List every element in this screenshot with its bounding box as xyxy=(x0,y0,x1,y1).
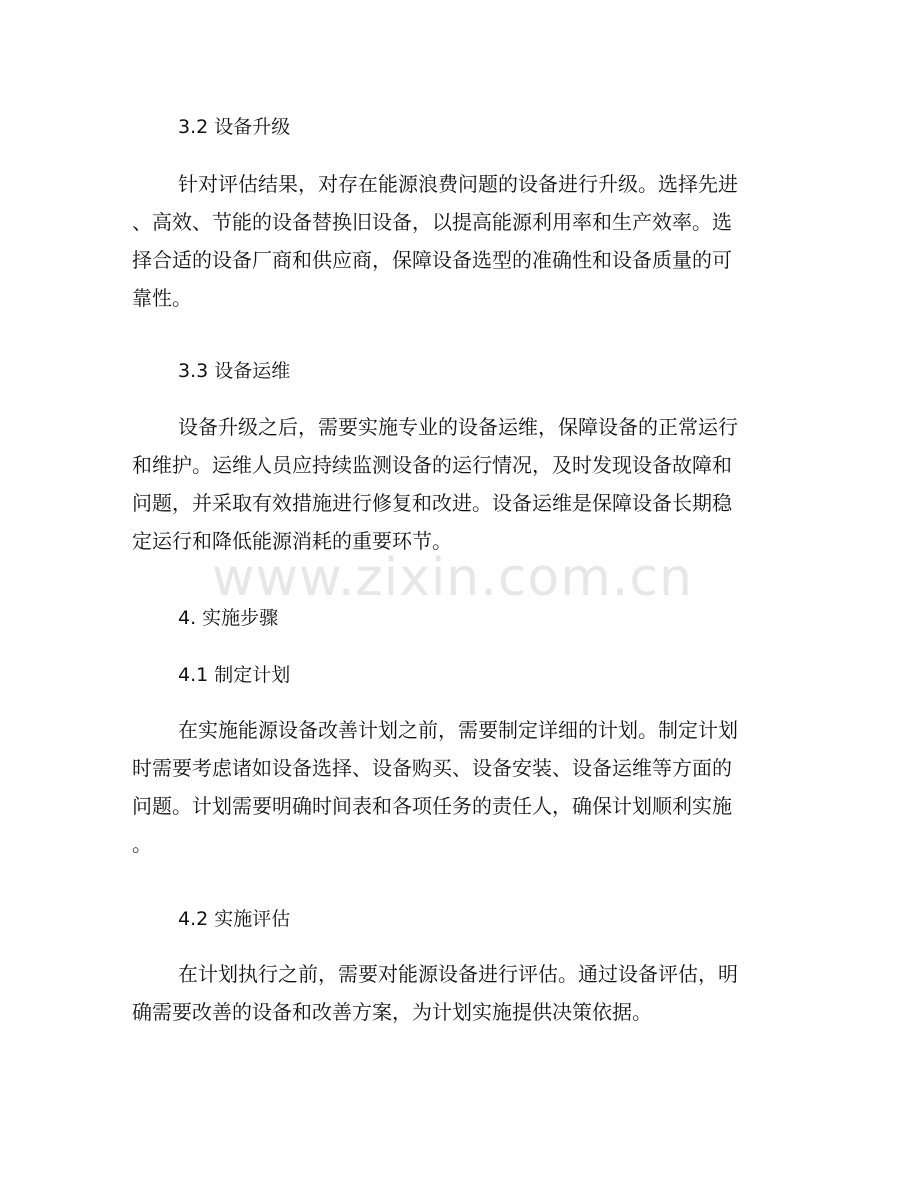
section-heading-4: 4. 实施步骤 xyxy=(178,607,279,629)
section-heading-4-1: 4.1 制定计划 xyxy=(178,664,291,686)
paragraph-line: 问题。计划需要明确时间表和各项任务的责任人，确保计划顺利实施 xyxy=(132,794,732,818)
section-3-3-paragraph xyxy=(132,408,768,560)
paragraph-line: 在实施能源设备改善计划之前，需要制定详细的计划。制定计划 xyxy=(178,718,738,742)
section-heading-3-2: 3.2 设备升级 xyxy=(178,116,291,138)
paragraph-line: 和维护。运维人员应持续监测设备的运行情况，及时发现设备故障和 xyxy=(132,453,732,477)
section-4-2-paragraph xyxy=(132,955,768,1031)
paragraph-line: 。 xyxy=(132,832,152,856)
paragraph-line: 在计划执行之前，需要对能源设备进行评估。通过设备评估，明 xyxy=(178,962,738,986)
section-3-2-paragraph xyxy=(132,165,768,317)
watermark: www.zixin.com.cn xyxy=(212,548,693,608)
paragraph-line: 设备升级之后，需要实施专业的设备运维，保障设备的正常运行 xyxy=(178,415,738,439)
section-heading-3-3: 3.3 设备运维 xyxy=(178,360,291,382)
paragraph-line: 时需要考虑诸如设备选择、设备购买、设备安装、设备运维等方面的 xyxy=(132,756,732,780)
paragraph-line: 、高效、节能的设备替换旧设备，以提高能源利用率和生产效率。选 xyxy=(132,210,732,234)
section-4-1-paragraph xyxy=(132,711,768,863)
paragraph-line: 确需要改善的设备和改善方案，为计划实施提供决策依据。 xyxy=(132,1000,652,1024)
paragraph-line: 择合适的设备厂商和供应商，保障设备选型的准确性和设备质量的可 xyxy=(132,248,732,272)
paragraph-line: 定运行和降低能源消耗的重要环节。 xyxy=(132,529,452,553)
paragraph-line: 问题，并采取有效措施进行修复和改进。设备运维是保障设备长期稳 xyxy=(132,491,732,515)
paragraph-line: 靠性。 xyxy=(132,286,192,310)
section-heading-4-2: 4.2 实施评估 xyxy=(178,908,291,930)
paragraph-line: 针对评估结果，对存在能源浪费问题的设备进行升级。选择先进 xyxy=(178,172,738,196)
